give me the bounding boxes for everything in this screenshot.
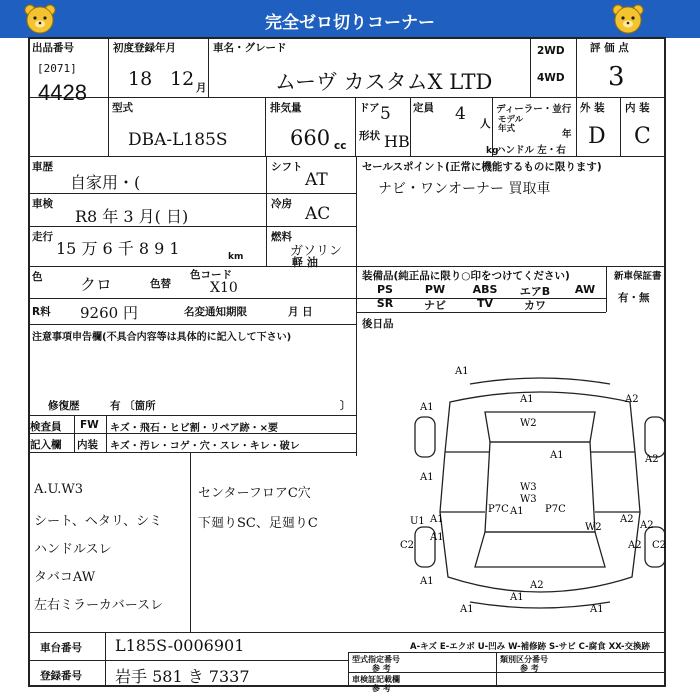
rear-window-outline xyxy=(475,532,605,567)
model-year-unit: 年 xyxy=(562,129,572,140)
equipment-item: カワ xyxy=(524,299,546,312)
repair-label: 修復歴 xyxy=(48,400,80,412)
shift-label: シフト xyxy=(271,161,303,173)
damage-code-label: A2 xyxy=(620,514,634,525)
recycle-label: R料 xyxy=(32,306,51,318)
windshield-outline xyxy=(485,412,595,442)
mileage-value: 15 万 6 千 8 9 1 xyxy=(56,239,180,258)
damage-legend: A-キズ E-エクボ U-凹み W-補修跡 S-サビ C-腐食 XX-交換跡 xyxy=(410,642,651,652)
score-label: 評 価 点 xyxy=(590,42,629,54)
dealer-label: ディーラー・並行 xyxy=(496,104,572,115)
chassis-label: 車台番号 xyxy=(40,642,82,654)
equipment-item: AW xyxy=(574,283,596,296)
repair-close: 〕 xyxy=(340,400,351,412)
mileage-unit: km xyxy=(228,252,244,262)
equipment-item: ABS xyxy=(472,283,498,296)
equipment-item: PS xyxy=(377,283,393,296)
ext-label: 外 装 xyxy=(580,102,605,114)
shape-label: 形状 xyxy=(359,130,380,142)
remark-line: 下廻りSC、足廻りC xyxy=(198,516,318,531)
equipment-item: エアB xyxy=(519,285,551,298)
damage-code-label: W3 xyxy=(520,482,537,493)
handle-label: ハンドル 左・右 xyxy=(496,145,566,156)
damage-code-label: A1 xyxy=(420,402,434,413)
lot-label: 出品番号 xyxy=(32,42,74,54)
equipment-label: 装備品(純正品に限り○印をつけてください) xyxy=(362,270,570,282)
banner-title: 完全ゼロ切りコーナー xyxy=(265,13,435,33)
damage-code-label: A1 xyxy=(430,532,444,543)
damage-code-label: A1 xyxy=(420,472,434,483)
remark-line: タバコAW xyxy=(34,570,96,585)
damage-code-label: A2 xyxy=(640,520,654,531)
int-value: C xyxy=(634,124,651,149)
remark-line: センターフロアC穴 xyxy=(198,486,311,501)
damage-code-label: P7C xyxy=(545,504,566,515)
remark-line: A.U.W3 xyxy=(34,482,84,497)
color-label: 色 xyxy=(32,271,43,283)
fuel-label: 燃料 xyxy=(271,231,292,243)
first-reg-month: 12 xyxy=(170,68,195,90)
chassis-value: L185S-0006901 xyxy=(115,636,245,655)
damage-code-label: W2 xyxy=(520,418,537,429)
notes-label: 注意事項申告欄(不具合内容等は具体的に記入して下さい) xyxy=(32,332,292,343)
damage-code-label: A1 xyxy=(510,506,524,517)
registration-label: 登録番号 xyxy=(40,670,82,682)
capacity-label: 定員 xyxy=(413,102,434,114)
equipment-item: ナビ xyxy=(424,299,446,312)
first-reg-year: 18 xyxy=(128,68,153,90)
lot-number: 4428 xyxy=(38,80,87,105)
remark-line: ハンドルスレ xyxy=(34,542,112,557)
type-box-c-sub: 参 考 xyxy=(372,684,391,693)
displacement-label: 排気量 xyxy=(270,102,302,114)
damage-code-label: A1 xyxy=(590,604,604,615)
damage-code-label: A2 xyxy=(530,580,544,591)
capacity-value: 4 xyxy=(455,104,466,124)
model-value: DBA-L185S xyxy=(128,130,228,150)
damage-code-label: A2 xyxy=(645,454,659,465)
model-year-label: モデル年式 xyxy=(498,115,524,134)
damage-code-label: C2 xyxy=(400,540,415,551)
car-damage-diagram xyxy=(400,362,680,630)
fw-label: FW xyxy=(80,419,99,431)
damage-code-label: A1 xyxy=(455,366,469,377)
drive-4wd: 4WD xyxy=(537,72,565,84)
registration-value: 岩手 581 き 7337 xyxy=(115,667,250,686)
type-box-a-sub: 参 考 xyxy=(372,664,391,673)
inspection-value: R8 年 3 月( 日) xyxy=(75,207,189,226)
first-reg-label: 初度登録年月 xyxy=(113,42,176,54)
fuel-value: ガソリン xyxy=(290,244,343,259)
ext-value: D xyxy=(588,124,606,149)
damage-code-label: W2 xyxy=(585,522,602,533)
damage-code-label: A2 xyxy=(625,394,639,405)
damage-code-label: P7C xyxy=(488,504,509,515)
type-box-b: 類別区分番号 xyxy=(500,655,548,664)
damage-code-label: C2 xyxy=(652,540,667,551)
shape-value: HB xyxy=(384,132,410,151)
color-value: クロ xyxy=(80,275,113,294)
type-box-c: 車検証記載欄 xyxy=(352,675,400,684)
equipment-item: TV xyxy=(476,297,494,310)
inspector-label: 検査員 xyxy=(30,421,62,433)
first-reg-unit: 月 xyxy=(196,82,207,94)
recycle-value: 9260 円 xyxy=(80,304,138,322)
name-change-unit: 月 日 xyxy=(288,306,313,318)
repair-value: 有 〔箇所 xyxy=(110,400,156,412)
doors-value: 5 xyxy=(380,104,391,124)
doors-label: ドア xyxy=(359,102,380,114)
remark-line: 左右ミラーカバースレ xyxy=(34,598,164,613)
int-label: 内 装 xyxy=(625,102,650,114)
type-box-b-sub: 参 考 xyxy=(520,664,539,673)
damage-code-label: A1 xyxy=(430,514,444,525)
equipment-item: PW xyxy=(424,283,446,296)
model-label: 型式 xyxy=(112,102,133,114)
history-value: 自家用・( xyxy=(70,173,141,192)
mileage-label: 走行 xyxy=(32,231,53,243)
warranty-label: 新車保証書 xyxy=(614,271,662,282)
history-label: 車歴 xyxy=(32,161,53,173)
ac-value: AC xyxy=(305,204,331,224)
color-change-label: 色替 xyxy=(150,278,171,290)
damage-code-label: A1 xyxy=(420,576,434,587)
capacity-unit: 人 xyxy=(480,118,491,130)
ac-label: 冷房 xyxy=(271,198,292,210)
score-value: 3 xyxy=(608,62,625,92)
drive-2wd: 2WD xyxy=(537,45,565,57)
inspection-label: 車検 xyxy=(32,198,53,210)
car-name-label: 車名・グレード xyxy=(213,42,287,54)
after-items-label: 後日品 xyxy=(362,318,394,330)
warranty-value: 有・無 xyxy=(618,292,650,304)
kg-unit: kg xyxy=(486,146,499,156)
bear-mascot-icon xyxy=(22,2,58,36)
shift-value: AT xyxy=(305,170,328,190)
damage-code-label: A2 xyxy=(628,540,642,551)
fuel-option: 軽 油 xyxy=(292,256,318,269)
fw-items: キズ・飛石・ヒビ割・リペア跡・×要 xyxy=(110,423,278,434)
bear-mascot-icon xyxy=(610,2,646,36)
lot-sub: [2071] xyxy=(37,62,77,75)
roof-outline xyxy=(485,442,595,532)
damage-code-label: A1 xyxy=(510,592,524,603)
sales-point-label: セールスポイント(正常に機能するものに限ります) xyxy=(362,161,602,173)
interior-items: キズ・汚レ・コゲ・穴・スレ・キレ・破レ xyxy=(110,441,300,452)
interior-label: 内装 xyxy=(77,439,98,451)
sales-point-value: ナビ・ワンオーナー 買取車 xyxy=(378,181,551,197)
damage-code-label: A1 xyxy=(550,450,564,461)
damage-code-label: W3 xyxy=(520,494,537,505)
name-change-label: 名変通知期限 xyxy=(184,306,247,318)
color-code-value: X10 xyxy=(210,280,238,296)
remark-line: シート、ヘタリ、シミ xyxy=(34,514,163,529)
displacement-unit: cc xyxy=(334,140,347,152)
car-outline xyxy=(440,392,640,592)
displacement-value: 660 xyxy=(290,126,331,150)
car-name-value: ムーヴ カスタムX LTD xyxy=(275,70,493,94)
equipment-item: SR xyxy=(376,297,394,310)
damage-code-label: A1 xyxy=(460,604,474,615)
record-label: 記入欄 xyxy=(30,439,62,451)
damage-code-label: A1 xyxy=(520,394,534,405)
type-box-a: 型式指定番号 xyxy=(352,655,400,664)
color-code-label: 色コード xyxy=(190,269,232,281)
damage-code-label: U1 xyxy=(410,516,425,527)
